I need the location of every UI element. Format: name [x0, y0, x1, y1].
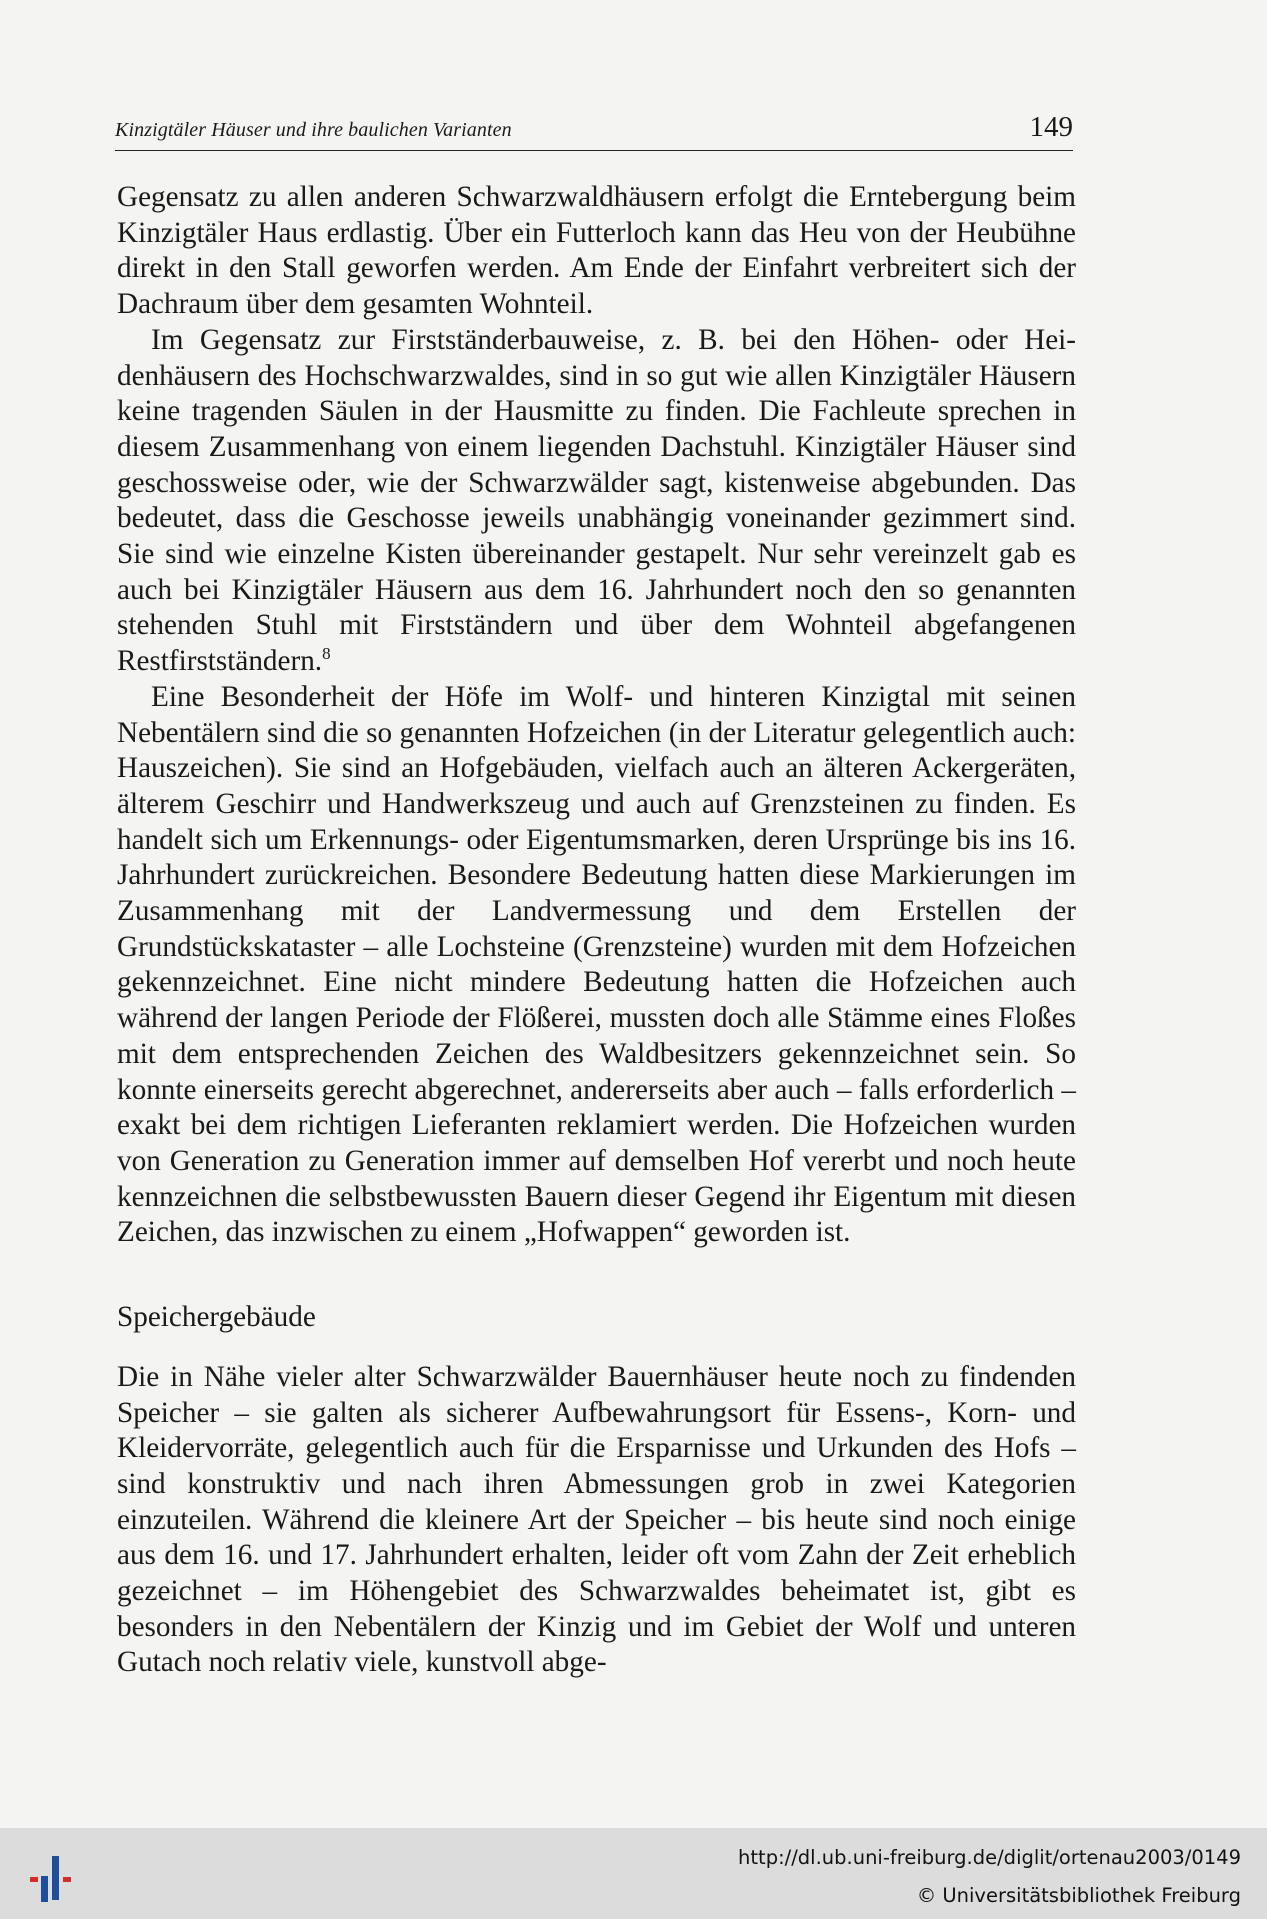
paragraph-2 [117, 323, 1076, 680]
library-logo-icon[interactable] [22, 1854, 80, 1906]
footer-url-link[interactable]: http://dl.ub.uni-freiburg.de/diglit/ortenau2003/0149 [738, 1846, 1241, 1869]
footnote-marker[interactable]: 8 [322, 644, 331, 664]
running-title: Kinzigtäler Häuser und ihre baulichen Varianten [115, 119, 512, 141]
page-number: 149 [1029, 111, 1073, 143]
running-header [115, 108, 1073, 151]
footer-bar [0, 1828, 1267, 1919]
section-paragraph: Die in Nähe vieler alter Schwarzwälder Bauernhäuser heute noch zu findenden Speicher – sie galten als sicherer Aufbewahrungsort für Essens-, Korn- und Kleidervorräte, gelegentlich auch für die Ersparnisse und Urkunden des Hofs – sind konstruktiv und nach ihren Abmessungen grob in zwei Kategorien einzuteilen. Während die kleinere Art der Speicher – bis heute sind noch einige aus dem 16. und 17. Jahrhundert erhalten, leider oft vom Zahn der Zeit erheblich gezeichnet – im Höhengebiet des Schwarzwaldes beheimatet ist, gibt es besonders in den Nebentälern der Kinzig und im Gebiet der Wolf und unteren Gutach noch relativ viele, kunstvoll abge- [117, 1360, 1076, 1679]
body-text [117, 180, 1076, 1681]
paragraph-2-text: Im Gegensatz zur Firstständerbauweise, z. B. bei den Höhen- oder Heidenhäusern des Hochschwarzwaldes, sind in so gut wie allen Kinzigtäler Häusern keine tragenden Säulen in der Hausmitte zu finden. Die Fachleute sprechen in diesem Zusammenhang von einem liegenden Dachstuhl. Kinzigtäler Häuser sind geschossweise oder, wie der Schwarzwälder sagt, kistenweise abgebunden. Das bedeutet, dass die Geschosse jeweils unabhängig voneinander gezimmert sind. Sie sind wie einzelne Kisten übereinander gestapelt. Nur sehr vereinzelt gab es auch bei Kinzigtäler Häusern aus dem 16. Jahrhundert noch den so genannten stehenden Stuhl mit Firstständern und über dem Wohnteil abgefangenen Restfirstständern. [117, 323, 1076, 678]
paragraph-3: Eine Besonderheit der Höfe im Wolf- und hinteren Kinzigtal mit seinen Nebentälern sind die so genannten Hofzeichen (in der Literatur gelegentlich auch: Hauszeichen). Sie sind an Hofgebäuden, vielfach auch an älteren Ackergeräten, älterem Geschirr und Handwerkszeug und auch auf Grenzsteinen zu finden. Es handelt sich um Erkennungs- oder Eigentumsmarken, deren Ursprünge bis ins 16. Jahrhundert zurückreichen. Besondere Bedeutung hatten diese Markierungen im Zusammenhang mit der Landvermessung und dem Erstellen der Grundstückskataster – alle Lochsteine (Grenzsteine) wurden mit dem Hofzeichen gekennzeichnet. Eine nicht mindere Bedeutung hatten die Hofzeichen auch während der langen Periode der Flößerei, mussten doch alle Stämme eines Floßes mit dem entsprechenden Zeichen des Waldbesitzers gekennzeichnet sein. So konnte einerseits gerecht abgerechnet, andererseits aber auch – falls erforderlich – exakt bei dem richtigen Lieferanten reklamiert werden. Die Hofzeichen wurden von Generation zu Generation immer auf demselben Hof vererbt und noch heute kennzeichnen die selbstbewussten Bauern dieser Gegend ihr Eigentum mit diesen Zeichen, das inzwischen zu einem „Hofwappen“ geworden ist. [117, 680, 1076, 1249]
section-heading: Speichergebäude [117, 1301, 316, 1334]
footer-copyright: © Universitätsbibliothek Freiburg [916, 1884, 1241, 1907]
paragraph-1: Gegensatz zu allen anderen Schwarzwaldhäusern erfolgt die Erntebergung beim Kinzigtäler Haus erdlastig. Über ein Futterloch kann das Heu von der Heubühne direkt in den Stall geworfen werden. Am Ende der Einfahrt verbreitert sich der Dachraum über dem gesamten Wohnteil. [117, 181, 1076, 321]
